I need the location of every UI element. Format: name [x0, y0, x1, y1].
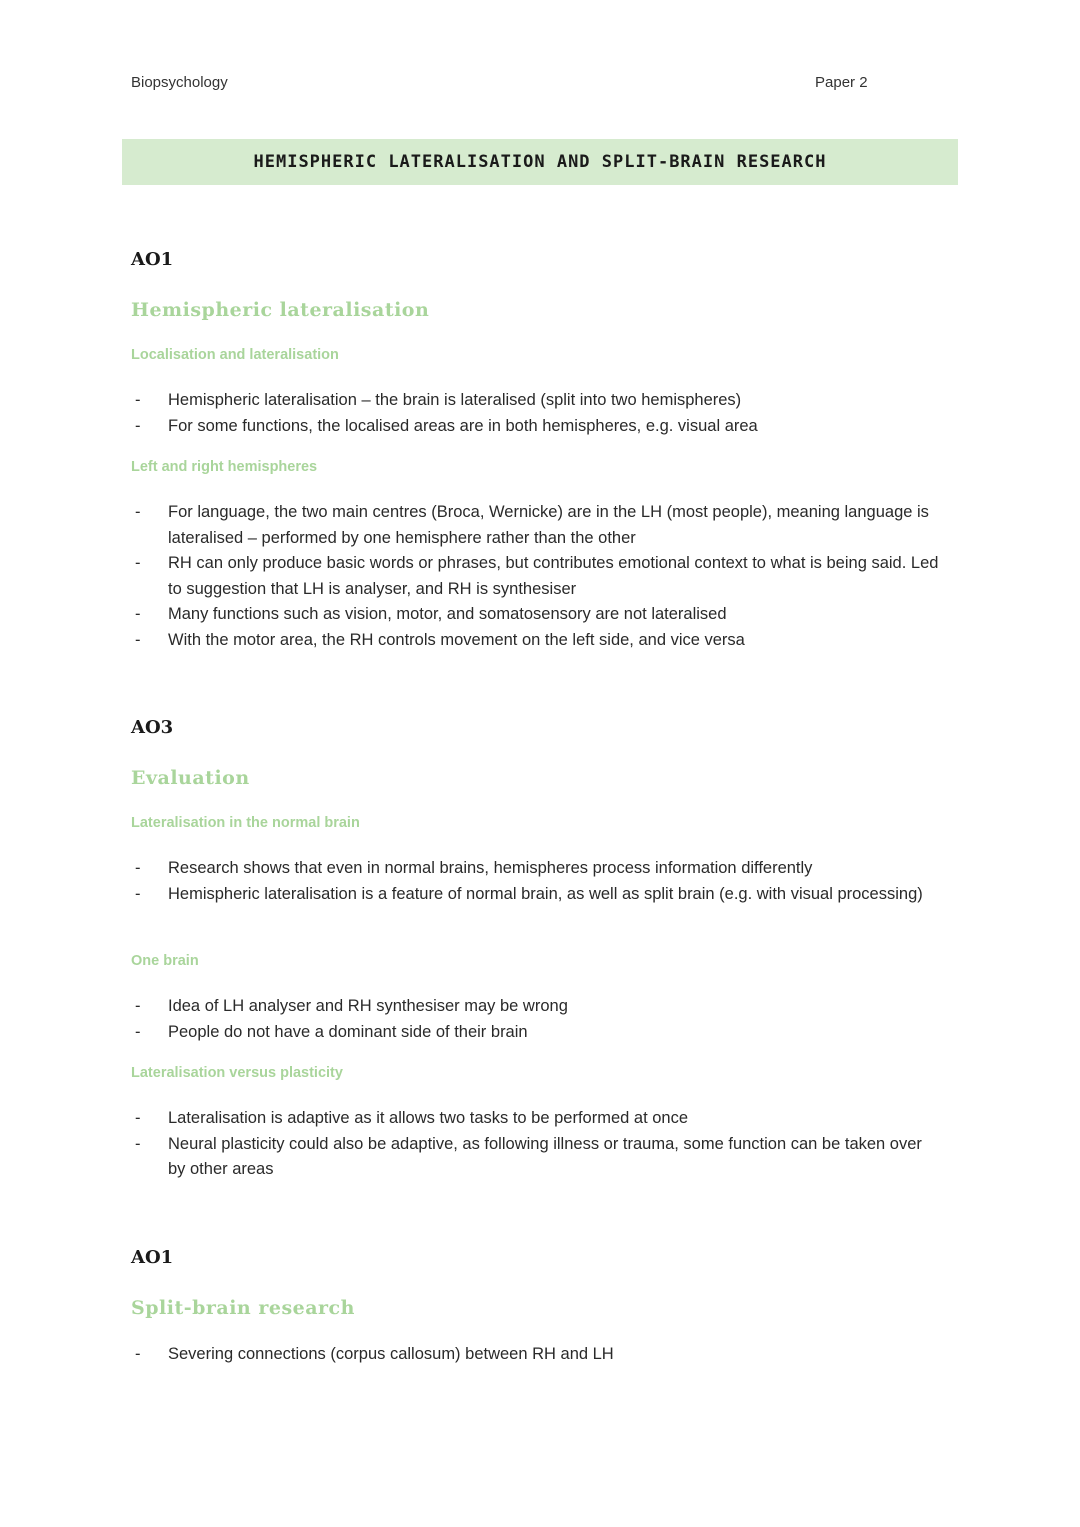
section-heading: Evaluation: [131, 767, 250, 789]
bullet-list: [131, 1342, 941, 1368]
list-item: - With the motor area, the RH controls movement on the left side, and vice versa: [131, 628, 941, 654]
subsection-heading: Lateralisation in the normal brain: [131, 815, 360, 831]
list-item: - For some functions, the localised areas are in both hemispheres, e.g. visual area: [131, 414, 941, 440]
header-subject: Biopsychology: [131, 74, 228, 91]
list-item: - Research shows that even in normal brains, hemispheres process information differently: [131, 856, 941, 882]
subsection-heading: One brain: [131, 953, 199, 969]
list-item: - Hemispheric lateralisation is a feature of normal brain, as well as split brain (e.g. with visual processing): [131, 882, 941, 908]
bullet-list: [131, 994, 941, 1045]
subsection-heading: Left and right hemispheres: [131, 459, 318, 475]
list-item: - Severing connections (corpus callosum) between RH and LH: [131, 1342, 941, 1368]
title-banner: [122, 139, 958, 185]
list-item: - Lateralisation is adaptive as it allows two tasks to be performed at once: [131, 1106, 941, 1132]
list-item: - For language, the two main centres (Broca, Wernicke) are in the LH (most people), meaning language is lateralised – performed by one hemisphere rather than the other: [131, 500, 941, 551]
list-item: - Idea of LH analyser and RH synthesiser may be wrong: [131, 994, 941, 1020]
assessment-objective-label: AO3: [131, 717, 174, 738]
bullet-list: [131, 388, 941, 439]
bullet-list: [131, 1106, 941, 1183]
header-paper: Paper 2: [815, 74, 868, 91]
subsection-heading: Lateralisation versus plasticity: [131, 1065, 343, 1081]
section-heading: Hemispheric lateralisation: [131, 299, 430, 321]
list-item: - Many functions such as vision, motor, and somatosensory are not lateralised: [131, 602, 941, 628]
list-item: - Hemispheric lateralisation – the brain is lateralised (split into two hemispheres): [131, 388, 941, 414]
page-title: HEMISPHERIC LATERALISATION AND SPLIT-BRAIN RESEARCH: [253, 152, 827, 172]
list-item: - Neural plasticity could also be adaptive, as following illness or trauma, some function can be taken over by other areas: [131, 1132, 941, 1183]
subsection-heading: Localisation and lateralisation: [131, 347, 339, 363]
list-item: - People do not have a dominant side of their brain: [131, 1020, 941, 1046]
bullet-list: [131, 500, 941, 653]
bullet-list: [131, 856, 941, 907]
assessment-objective-label: AO1: [131, 1247, 174, 1268]
list-item: - RH can only produce basic words or phrases, but contributes emotional context to what is being said. Led to suggestion that LH is analyser, and RH is synthesiser: [131, 551, 941, 602]
assessment-objective-label: AO1: [131, 249, 174, 270]
section-heading: Split-brain research: [131, 1297, 355, 1319]
